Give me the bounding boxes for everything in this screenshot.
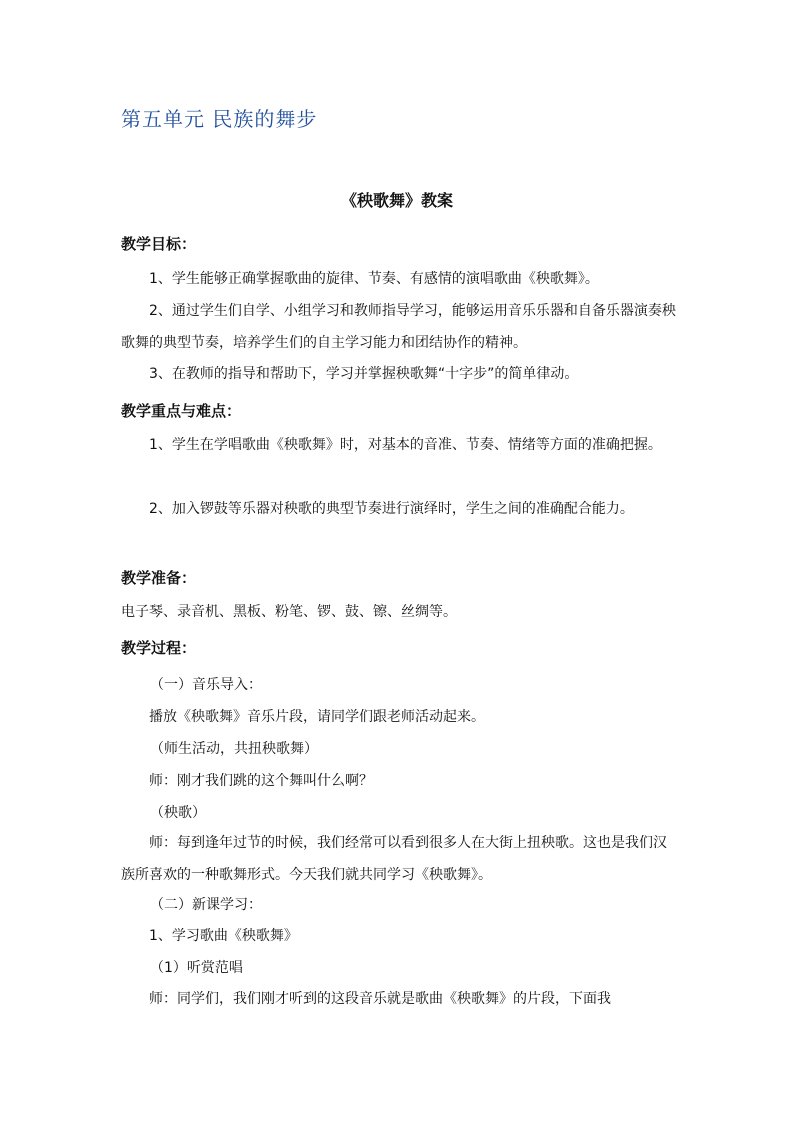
process-line: 师：刚才我们跳的这个舞叫什么啊？	[149, 773, 373, 789]
process-line: 播放《秧歌舞》音乐片段，请同学们跟老师活动起来。	[149, 709, 485, 725]
section-heading-goals: 教学目标：	[121, 235, 197, 253]
process-line: 1、学习歌曲《秧歌舞》	[149, 928, 298, 944]
goal-item: 2、通过学生们自学、小组学习和教师指导学习，能够运用音乐乐器和自备乐器演奏秧歌舞的典型节奏，培养学生们的自主学习能力和团结协作的精神。	[121, 303, 676, 351]
key-point-item: 1、学生在学唱歌曲《秧歌舞》时，对基本的音准、节奏、情绪等方面的准确把握。	[149, 437, 662, 453]
process-line: （一）音乐导入：	[150, 677, 262, 693]
section-heading-key-points: 教学重点与难点：	[121, 402, 242, 420]
goal-item: 3、在教师的指导和帮助下，学习并掌握秧歌舞“十字步”的简单律动。	[149, 366, 579, 382]
section-heading-process: 教学过程：	[121, 639, 197, 657]
process-line: （1）听赏范唱	[150, 960, 243, 976]
unit-title: 第五单元 民族的舞步	[121, 107, 318, 131]
goal-item: 1、学生能够正确掌握歌曲的旋律、节奏、有感情的演唱歌曲《秧歌舞》。	[149, 271, 599, 287]
process-line: 师：同学们，我们刚才听到的这段音乐就是歌曲《秧歌舞》的片段，下面我	[149, 991, 611, 1007]
prep-text: 电子琴、录音机、黑板、粉笔、锣、鼓、镲、丝绸等。	[121, 604, 457, 620]
process-line: （师生活动，共扭秧歌舞）	[150, 741, 318, 757]
process-line: 师：每到逢年过节的时候，我们经常可以看到很多人在大街上扭秧歌。这也是我们汉族所喜欢的一种歌舞形式。今天我们就共同学习《秧歌舞》。	[121, 835, 667, 883]
process-line: （秧歌）	[150, 805, 206, 821]
key-point-item: 2、加入锣鼓等乐器对秧歌的典型节奏进行演绎时，学生之间的准确配合能力。	[149, 501, 634, 517]
process-line: （二）新课学习：	[150, 897, 262, 913]
section-heading-prep: 教学准备：	[121, 569, 197, 587]
lesson-title: 《秧歌舞》教案	[340, 191, 453, 210]
